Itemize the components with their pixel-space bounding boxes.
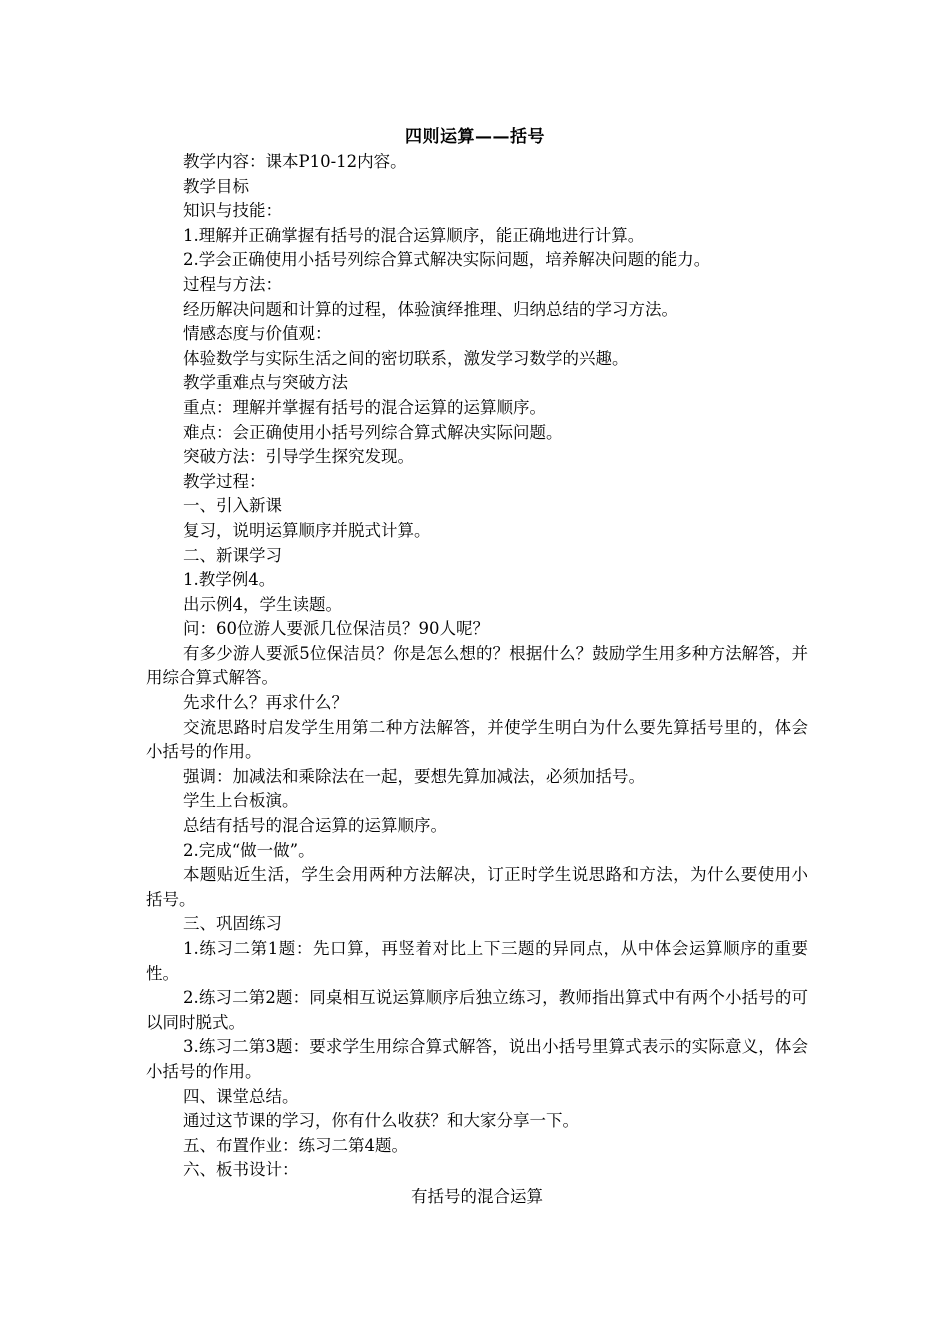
paragraph: 3.练习二第3题：要求学生用综合算式解答，说出小括号里算式表示的实际意义，体会小括号的作用。 — [146, 1037, 808, 1081]
document-body — [146, 150, 808, 1210]
paragraph: 1.教学例4。 — [183, 570, 276, 590]
paragraph: 有多少游人要派5位保洁员？你是怎么想的？根据什么？鼓励学生用多种方法解答，并用综合算式解答。 — [146, 643, 808, 688]
paragraph: 二、新课学习 — [183, 545, 282, 565]
paragraph: 交流思路时启发学生用第二种方法解答，并使学生明白为什么要先算括号里的，体会小括号的作用。 — [146, 717, 808, 762]
paragraph: 教学重难点与突破方法 — [183, 373, 348, 393]
paragraph: 突破方法：引导学生探究发现。 — [183, 447, 414, 467]
paragraph: 过程与方法： — [183, 274, 282, 294]
paragraph: 三、巩固练习 — [183, 914, 282, 934]
paragraph: 经历解决问题和计算的过程，体验演绎推理、归纳总结的学习方法。 — [183, 299, 678, 319]
paragraph: 情感态度与价值观： — [183, 324, 332, 344]
paragraph: 六、板书设计： — [183, 1160, 299, 1180]
paragraph: 体验数学与实际生活之间的密切联系，激发学习数学的兴趣。 — [183, 348, 629, 368]
paragraph: 知识与技能： — [183, 201, 282, 221]
paragraph: 通过这节课的学习，你有什么收获？和大家分享一下。 — [183, 1111, 579, 1131]
paragraph: 一、引入新课 — [183, 496, 282, 516]
paragraph: 1.练习二第1题：先口算，再竖着对比上下三题的异同点，从中体会运算顺序的重要性。 — [146, 939, 808, 983]
paragraph: 总结有括号的混合运算的运算顺序。 — [183, 816, 447, 836]
paragraph: 教学过程： — [183, 471, 266, 491]
paragraph: 2.完成“做一做”。 — [183, 840, 315, 860]
paragraph: 学生上台板演。 — [183, 791, 299, 811]
paragraph: 问：60位游人要派几位保洁员？90人呢？ — [183, 619, 489, 639]
paragraph: 五、布置作业：练习二第4题。 — [183, 1135, 408, 1155]
paragraph: 2.学会正确使用小括号列综合算式解决实际问题，培养解决问题的能力。 — [183, 250, 711, 270]
paragraph: 教学目标 — [183, 176, 249, 196]
paragraph: 重点：理解并掌握有括号的混合运算的运算顺序。 — [183, 397, 546, 417]
paragraph: 难点：会正确使用小括号列综合算式解决实际问题。 — [183, 422, 563, 442]
paragraph: 先求什么？再求什么？ — [183, 693, 348, 713]
paragraph: 教学内容：课本P10-12内容。 — [183, 152, 407, 171]
paragraph: 本题贴近生活，学生会用两种方法解决，订正时学生说思路和方法，为什么要使用小括号。 — [146, 865, 808, 909]
paragraph: 2.练习二第2题：同桌相互说运算顺序后独立练习，教师指出算式中有两个小括号的可以同时脱式。 — [146, 988, 808, 1032]
paragraph: 复习，说明运算顺序并脱式计算。 — [183, 520, 431, 540]
paragraph: 强调：加减法和乘除法在一起，要想先算加减法，必须加括号。 — [183, 766, 645, 786]
board-design-title: 有括号的混合运算 — [411, 1186, 543, 1206]
paragraph: 四、课堂总结。 — [183, 1086, 299, 1106]
document-title: 四则运算——括号 — [405, 127, 545, 147]
paragraph: 出示例4，学生读题。 — [183, 594, 342, 614]
paragraph: 1.理解并正确掌握有括号的混合运算顺序，能正确地进行计算。 — [183, 225, 645, 245]
